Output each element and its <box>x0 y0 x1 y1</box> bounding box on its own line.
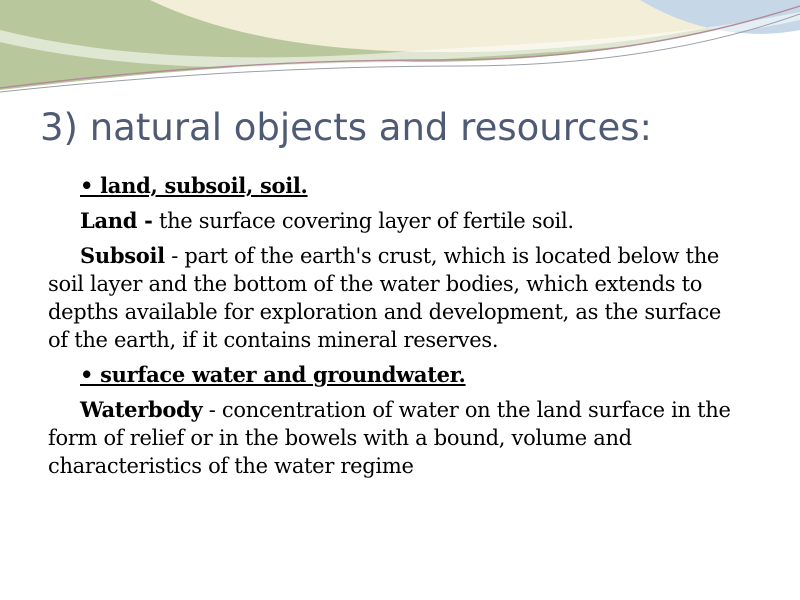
bullet-heading-water: • surface water and groundwater. <box>80 362 466 387</box>
definition-waterbody <box>48 396 738 480</box>
definition-subsoil-text: - part of the earth's crust, which is located below the soil layer and the bottom of the water bodies, which extends to depths available for exploration and development, as the surface of the earth, if it contains mineral reserves. <box>48 244 722 352</box>
bullet-heading-land: • land, subsoil, soil. <box>80 173 308 198</box>
term-land: Land - <box>80 208 153 233</box>
definition-waterbody-text: - concentration of water on the land surface in the form of relief or in the bowels with a bound, volume and characteristics of the water regime <box>48 398 731 478</box>
slide-body <box>48 172 738 487</box>
bullet-surface-water <box>48 361 738 389</box>
term-waterbody: Waterbody <box>80 397 203 422</box>
bullet-land-subsoil-soil <box>48 172 738 200</box>
decorative-wave-header <box>0 0 800 95</box>
slide-title: 3) natural objects and resources: <box>40 106 652 149</box>
term-subsoil: Subsoil <box>80 243 165 268</box>
definition-land-text: the surface covering layer of fertile soil. <box>152 209 574 233</box>
definition-land <box>48 207 738 235</box>
definition-subsoil <box>48 242 738 354</box>
